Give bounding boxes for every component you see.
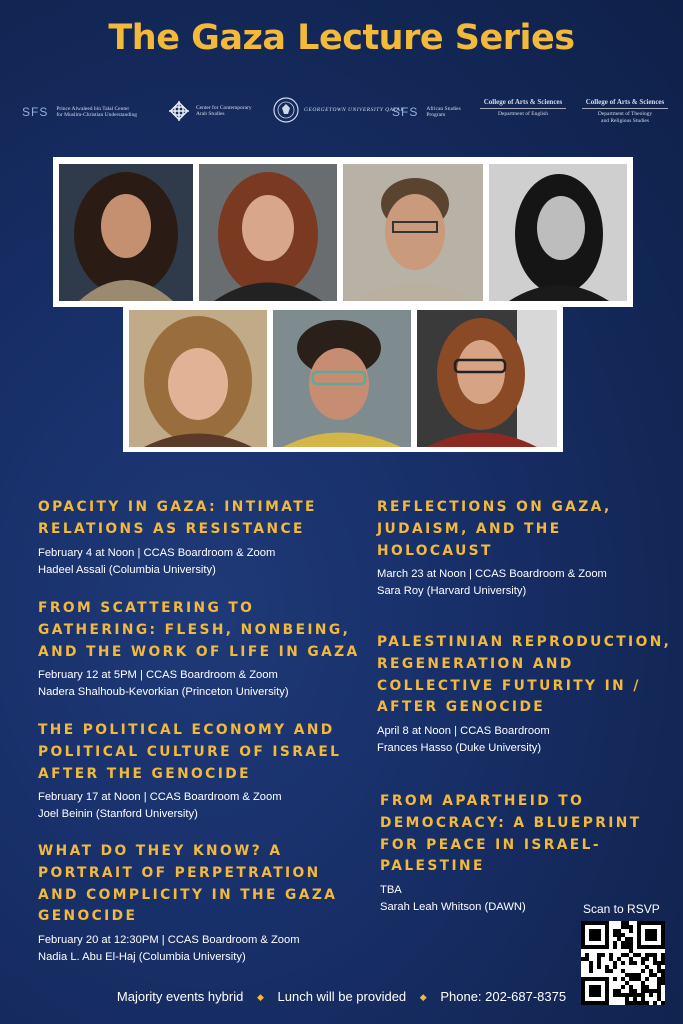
diamond-icon: ◆ bbox=[256, 992, 264, 1003]
lecture-date: April 8 at Noon | CCAS Boardroom bbox=[377, 725, 550, 738]
speaker-photo-1 bbox=[59, 164, 193, 301]
lecture-title: THE POLITICAL ECONOMY AND POLITICAL CULTURE OF ISRAEL AFTER THE GENOCIDE bbox=[38, 722, 342, 782]
cas-english-logo: College of Arts & Sciences Department of English bbox=[480, 98, 566, 118]
lecture-speaker: Nadia L. Abu El-Haj (Columbia University) bbox=[38, 951, 246, 964]
lecture-speaker: Frances Hasso (Duke University) bbox=[377, 742, 542, 755]
lecture-speaker: Sarah Leah Whitson (DAWN) bbox=[380, 901, 526, 914]
sfs-african-studies-logo: SFS African Studies Program bbox=[392, 105, 461, 120]
sfs-muslim-christian-logo: SFS Prince Alwaleed bin Talal Center for Muslim-Christian Understanding bbox=[22, 105, 138, 120]
sponsor-logos bbox=[20, 94, 670, 130]
speaker-photos-row-2 bbox=[123, 305, 563, 452]
lecture-1 bbox=[38, 497, 317, 579]
speaker-photo-6 bbox=[273, 310, 411, 447]
page-title: The Gaza Lecture Series bbox=[108, 18, 575, 58]
footer-hybrid: Majority events hybrid bbox=[116, 989, 244, 1004]
lecture-5 bbox=[377, 497, 612, 600]
lecture-title: FROM SCATTERING TO GATHERING: FLESH, NONBEING, AND THE WORK OF LIFE IN GAZA bbox=[38, 600, 360, 660]
footer bbox=[0, 989, 683, 1004]
lecture-title: REFLECTIONS ON GAZA, JUDAISM, AND THE HOLOCAUST bbox=[377, 499, 612, 559]
ccas-logo: Center for Contemporary Arab Studies bbox=[166, 98, 252, 124]
georgetown-qatar-logo: GEORGETOWN UNIVERSITY QATAR bbox=[272, 94, 404, 126]
lecture-date: TBA bbox=[380, 884, 402, 897]
speaker-photo-7 bbox=[417, 310, 557, 447]
ccas-emblem-icon bbox=[166, 98, 192, 124]
footer-lunch: Lunch will be provided bbox=[277, 989, 407, 1004]
lecture-title: FROM APARTHEID TO DEMOCRACY: A BLUEPRINT FOR PEACE IN ISRAEL- PALESTINE bbox=[380, 793, 642, 875]
lecture-7 bbox=[380, 791, 642, 916]
speaker-photos-row-1 bbox=[53, 157, 633, 307]
lecture-3 bbox=[38, 720, 341, 823]
lecture-4 bbox=[38, 841, 337, 966]
speaker-photo-2 bbox=[199, 164, 337, 301]
lecture-speaker: Joel Beinin (Stanford University) bbox=[38, 808, 198, 821]
speaker-photo-3 bbox=[343, 164, 483, 301]
diamond-icon: ◆ bbox=[419, 992, 427, 1003]
speaker-photo-5 bbox=[129, 310, 267, 447]
lecture-date: February 4 at Noon | CCAS Boardroom & Zoom bbox=[38, 546, 276, 559]
lecture-date: February 17 at Noon | CCAS Boardroom & Zoom bbox=[38, 791, 282, 804]
lecture-speaker: Sara Roy (Harvard University) bbox=[377, 585, 527, 598]
lecture-date: February 20 at 12:30PM | CCAS Boardroom & Zoom bbox=[38, 934, 300, 947]
lecture-2 bbox=[38, 598, 360, 701]
lecture-date: February 12 at 5PM | CCAS Boardroom & Zoom bbox=[38, 669, 278, 682]
lecture-title: WHAT DO THEY KNOW? A PORTRAIT OF PERPETRATION AND COMPLICITY IN THE GAZA GENOCIDE bbox=[38, 843, 338, 925]
footer-phone: Phone: 202-687-8375 bbox=[440, 989, 567, 1004]
rsvp-label: Scan to RSVP bbox=[583, 902, 660, 916]
speaker-photo-4 bbox=[489, 164, 627, 301]
lecture-title: OPACITY IN GAZA: INTIMATE RELATIONS AS RESISTANCE bbox=[38, 499, 317, 537]
georgetown-seal-icon bbox=[272, 94, 300, 126]
lecture-6 bbox=[377, 632, 671, 757]
lecture-speaker: Nadera Shalhoub-Kevorkian (Princeton University) bbox=[38, 686, 289, 699]
lecture-date: March 23 at Noon | CCAS Boardroom & Zoom bbox=[377, 568, 607, 581]
lecture-title: PALESTINIAN REPRODUCTION, REGENERATION AND COLLECTIVE FUTURITY IN / AFTER GENOCIDE bbox=[377, 634, 672, 716]
cas-theology-logo: College of Arts & Sciences Department of Theology and Religious Studies bbox=[582, 98, 668, 124]
lecture-speaker: Hadeel Assali (Columbia University) bbox=[38, 563, 216, 576]
